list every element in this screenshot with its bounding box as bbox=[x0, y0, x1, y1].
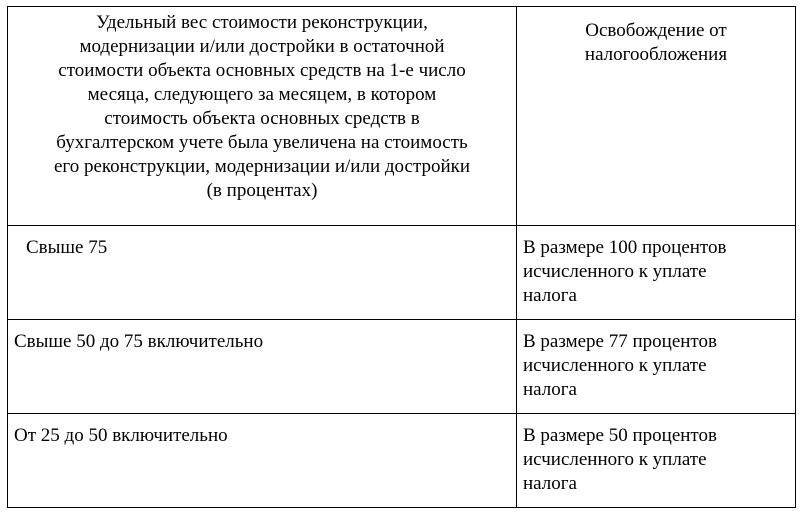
exemption-value: В размере 77 процентов исчисленного к уплате налога bbox=[523, 331, 717, 400]
table-row bbox=[8, 226, 796, 320]
header-cell-exemption bbox=[517, 7, 796, 226]
exemption-cell bbox=[517, 226, 796, 320]
share-value: Свыше 75 bbox=[26, 237, 108, 258]
header-share-label: Удельный вес стоимости реконструкции, модернизации и/или достройки в остаточной стоимости объекта основных средств на 1-е число месяца, следующего за месяцем, в котором стоимость объекта основных средств в бухгалтерском учете была увеличена на стоимость его реконструкции, модернизации и/или достройки (в процентах) bbox=[53, 12, 471, 201]
exemption-cell bbox=[517, 320, 796, 414]
exemption-value: В размере 100 процентов исчисленного к уплате налога bbox=[523, 237, 727, 306]
share-cell bbox=[8, 414, 517, 508]
share-cell bbox=[8, 320, 517, 414]
share-cell bbox=[8, 226, 517, 320]
exemption-cell bbox=[517, 414, 796, 508]
table-row bbox=[8, 320, 796, 414]
header-cell-share bbox=[8, 7, 517, 226]
exemption-value: В размере 50 процентов исчисленного к уплате налога bbox=[523, 425, 717, 494]
exemption-table bbox=[7, 6, 796, 508]
share-value: От 25 до 50 включительно bbox=[14, 425, 228, 446]
header-exemption-label: Освобождение от налогообложения bbox=[584, 20, 728, 65]
share-value: Свыше 50 до 75 включительно bbox=[14, 331, 264, 352]
table-header-row bbox=[8, 7, 796, 226]
table-row bbox=[8, 414, 796, 508]
